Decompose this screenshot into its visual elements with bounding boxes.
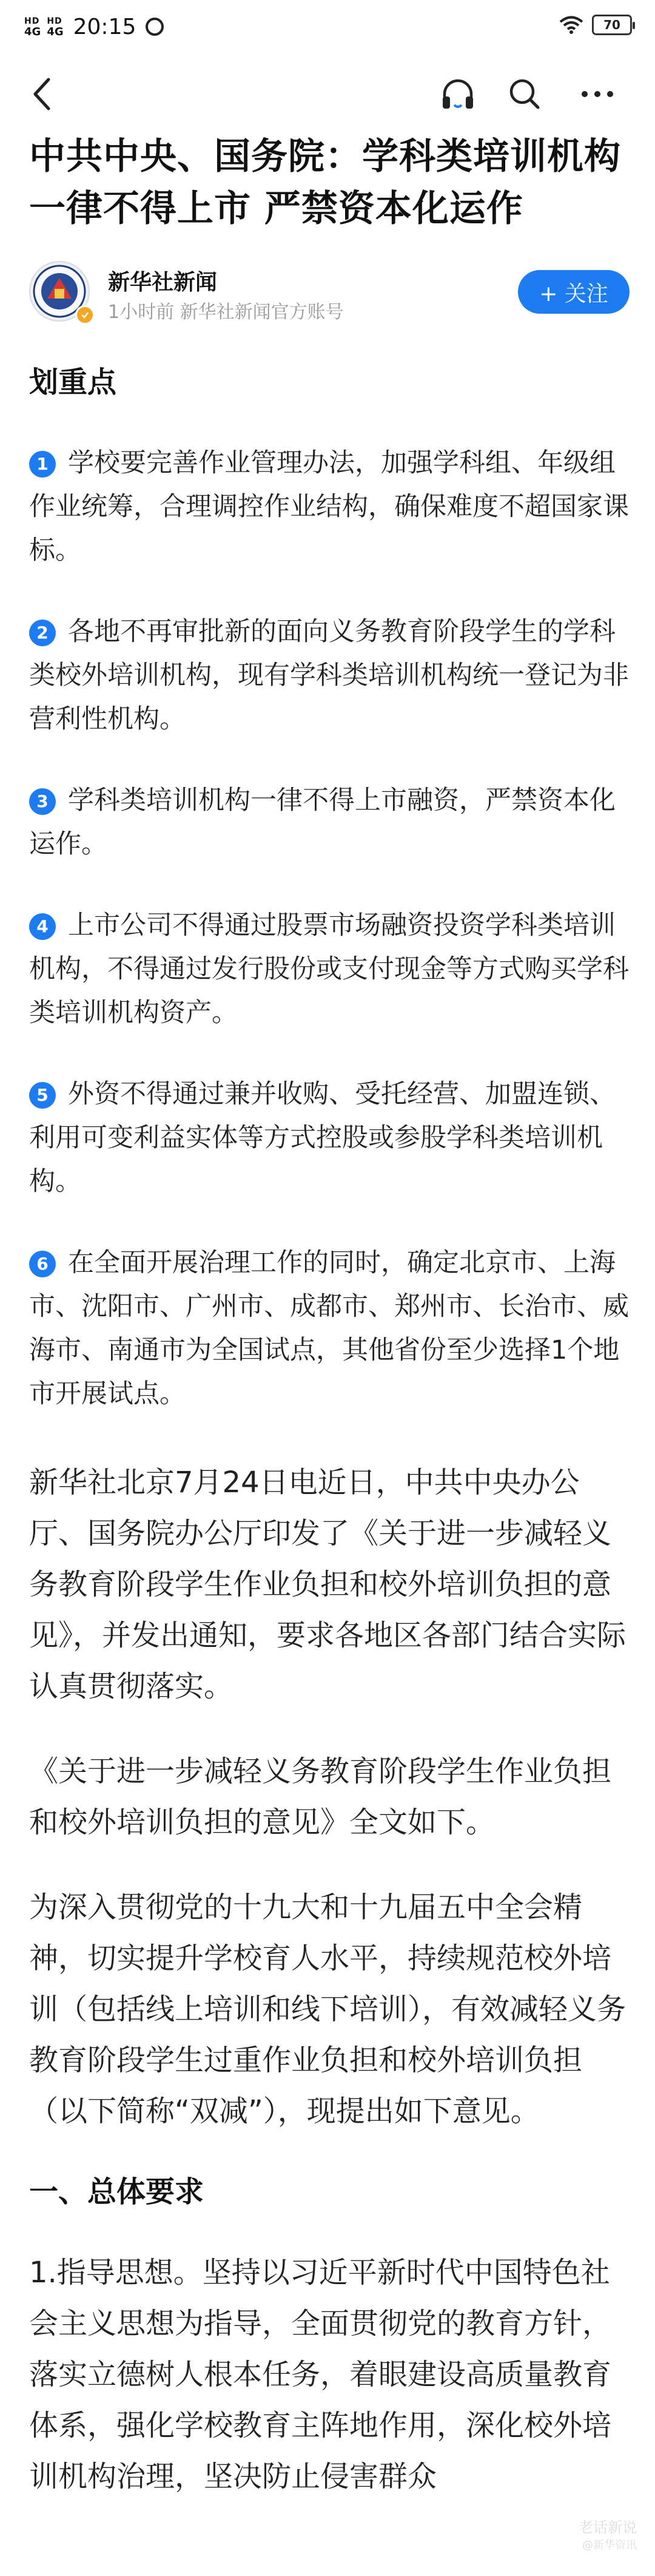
highlight-item-1 [29,441,630,572]
network-indicator-2 [47,16,63,38]
article-title: 中共中央、国务院：学科类培训机构一律不得上市 严禁资本化运作 [29,135,621,230]
highlight-item-2 [29,610,630,741]
highlight-text: 外资不得通过兼并收购、受托经营、加盟连锁、利用可变利益实体等方式控股或参股学科类培训机构。 [29,1079,616,1197]
network-sub-label: HD [24,16,40,26]
chevron-left-icon [30,77,55,111]
highlights-heading: 划重点 [29,365,117,399]
highlight-item-5 [29,1072,630,1203]
battery-level: 70 [603,18,620,32]
clock: 20:15 [73,14,136,39]
author-name[interactable]: 新华社新闻 [108,270,218,295]
author-row [29,258,630,325]
network-indicator-1 [24,16,41,38]
number-badge-icon: 2 [29,620,56,646]
body-paragraph-2: 《关于进一步减轻义务教育阶段学生作业负担和校外培训负担的意见》全文如下。 [29,1754,612,1839]
network-label: 4G [24,25,41,38]
battery-icon [592,15,632,35]
highlight-item-3 [29,779,630,866]
search-icon [508,77,542,111]
body-paragraph-4: 1.指导思想。坚持以习近平新时代中国特色社会主义思想为指导，全面贯彻党的教育方针，落实立德树人根本任务，着眼建设高质量教育体系，强化学校教育主阵地作用，深化校外培训机构治理，坚决防止侵害群众 [29,2256,612,2493]
wifi-icon [559,15,583,35]
section-heading: 一、总体要求 [29,2175,204,2209]
highlight-text: 在全面开展治理工作的同时，确定北京市、上海市、沈阳市、广州市、成都市、郑州市、长治市、威海市、南通市为全国试点，其他省份至少选择1个地市开展试点。 [29,1248,629,1409]
verified-badge-icon [75,305,95,325]
notification-icon [146,18,164,36]
status-left [24,13,164,40]
nav-bar [0,67,655,121]
search-button[interactable] [503,73,546,115]
status-bar [0,0,655,55]
number-badge-icon: 6 [29,1251,56,1277]
number-badge-icon: 4 [29,913,56,940]
highlight-text: 学科类培训机构一律不得上市融资，严禁资本化运作。 [29,785,616,859]
highlight-text: 上市公司不得通过股票市场融资投资学科类培训机构，不得通过发行股份或支付现金等方式购买学科类培训机构资产。 [29,910,629,1028]
listen-button[interactable] [437,73,479,115]
number-badge-icon: 1 [29,451,56,478]
number-badge-icon: 5 [29,1082,56,1109]
number-badge-icon: 3 [29,788,56,815]
author-meta: 1小时前 新华社新闻官方账号 [108,302,344,323]
network-label: 4G [47,25,64,38]
watermark-line-1: 老话新说 [579,2519,637,2536]
network-sub-label: HD [47,16,62,26]
body-paragraph-3: 为深入贯彻党的十九大和十九届五中全会精神，切实提升学校育人水平，持续规范校外培训（包括线上培训和线下培训），有效减轻义务教育阶段学生过重作业负担和校外培训负担（以下简称“双减”），现提出如下意见。 [29,1890,626,2128]
highlight-text: 学校要完善作业管理办法，加强学科组、年级组作业统筹，合理调控作业结构，确保难度不超国家课标。 [29,448,629,566]
follow-button[interactable]: + 关注 [518,270,630,314]
highlight-item-6 [29,1241,630,1416]
watermark-line-2: @新华资讯 [582,2539,637,2552]
body-paragraph-1: 新华社北京7月24日电近日，中共中央办公厅、国务院办公厅印发了《关于进一步减轻义务教育阶段学生作业负担和校外培训负担的意见》，并发出通知，要求各地区各部门结合实际认真贯彻落实。 [29,1465,626,1703]
highlight-text: 各地不再审批新的面向义务教育阶段学生的学科类校外培训机构，现有学科类培训机构统一登记为非营利性机构。 [29,617,629,734]
back-button[interactable] [30,73,73,115]
status-right [559,15,632,35]
watermark [546,2515,637,2558]
highlight-item-4 [29,904,630,1035]
more-icon [580,90,614,98]
headphones-icon [440,77,476,111]
more-button[interactable] [576,73,619,115]
article-content [29,361,630,2502]
